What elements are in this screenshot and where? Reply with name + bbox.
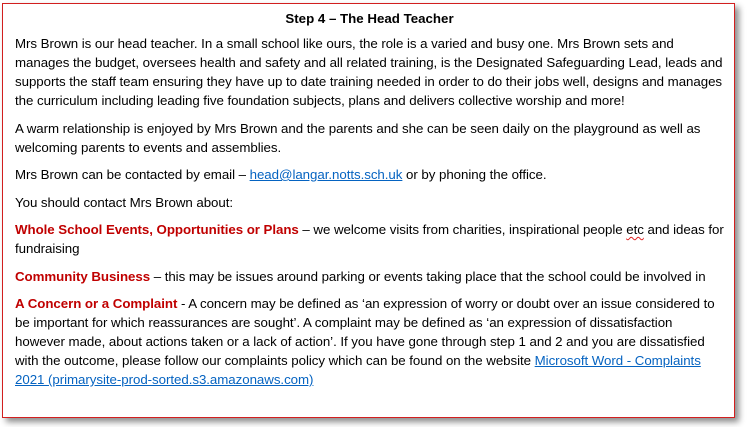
spellcheck-etc: etc bbox=[626, 222, 644, 237]
complaint-paragraph bbox=[15, 294, 724, 389]
events-heading: Whole School Events, Opportunities or Plans bbox=[15, 222, 299, 237]
events-text-after: and ideas for fundraising bbox=[15, 222, 724, 256]
intro-paragraph: Mrs Brown is our head teacher. In a small school like ours, the role is a varied and busy one. Mrs Brown sets and manages the budget, oversees health and safety and all related training, is the Designated Safeguarding Lead, leads and supports the staff team ensuring they have up to date training needed in order to do their jobs well, designs and manages the curriculum including leading five foundation subjects, plans and delivers collective worship and more! bbox=[15, 36, 723, 108]
relationship-paragraph: A warm relationship is enjoyed by Mrs Brown and the parents and she can be seen daily on the playground as well as welcoming parents to events and assemblies. bbox=[15, 120, 701, 155]
text-box bbox=[2, 3, 735, 418]
page-title: Step 4 – The Head Teacher bbox=[285, 11, 454, 26]
email-link[interactable]: head@langar.notts.sch.uk bbox=[249, 167, 403, 182]
community-heading: Community Business bbox=[15, 268, 151, 284]
complaint-heading: A Concern or a Complaint bbox=[15, 296, 178, 311]
complaints-policy-link[interactable]: Microsoft Word - Complaints 2021 (primarysite-prod-sorted.s3.amazonaws.com) bbox=[15, 353, 701, 387]
events-text-before: – we welcome visits from charities, inspirational people bbox=[298, 222, 627, 237]
contact-intro: You should contact Mrs Brown about: bbox=[15, 194, 234, 210]
contact-paragraph bbox=[15, 165, 724, 184]
contact-text-before: Mrs Brown can be contacted by email – bbox=[15, 167, 250, 182]
events-paragraph bbox=[15, 220, 724, 258]
community-paragraph bbox=[15, 267, 724, 286]
contact-text-after: or by phoning the office. bbox=[402, 167, 547, 182]
complaint-text: - A concern may be defined as ‘an expression of worry or doubt over an issue considered to be important for which reassurances are sought’. A complaint may be defined as ‘an expression of dissatisfaction however made, about actions taken or a lack of action’. If you have gone through step 1 and 2 and you are dissatisfied with the outcome, please follow our complaints policy which can be found on the website bbox=[15, 296, 715, 368]
community-text: – this may be issues around parking or events taking place that the school could be involved in bbox=[150, 268, 706, 284]
